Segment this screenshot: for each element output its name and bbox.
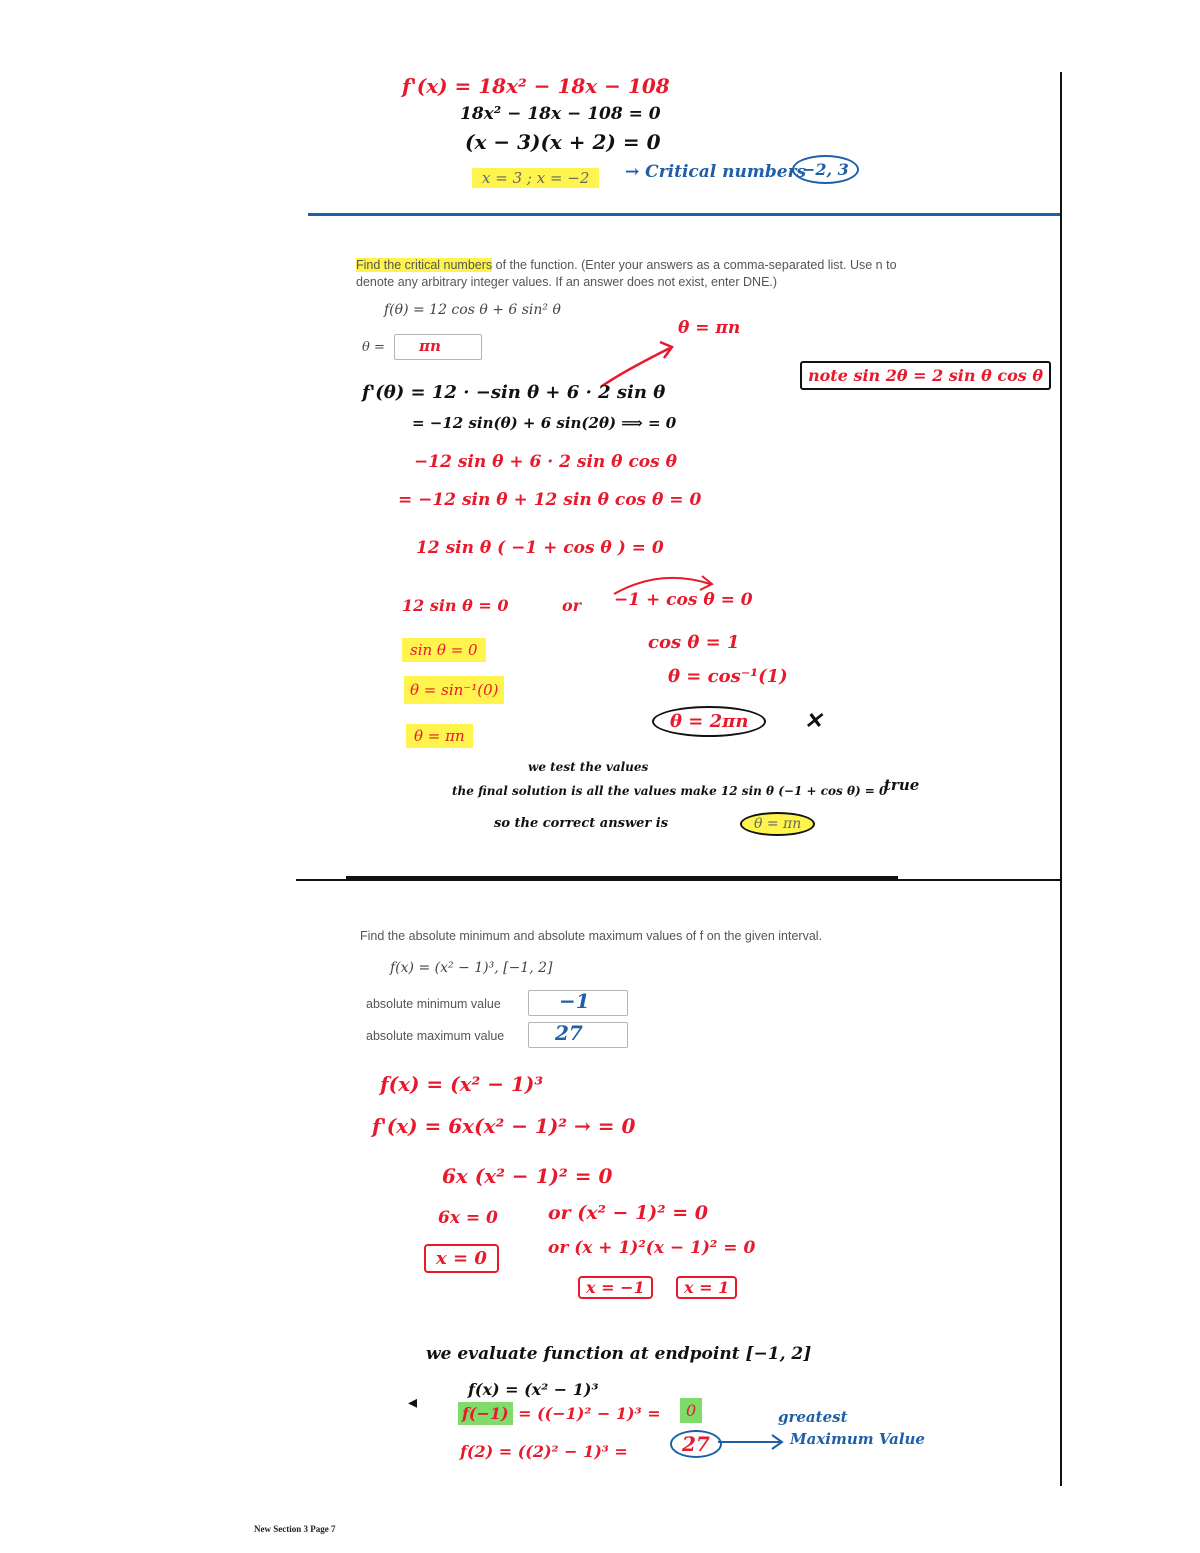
final-true: true — [884, 776, 920, 794]
test-line: we test the values — [528, 760, 649, 774]
theta-derivative: f'(θ) = 12 · −sin θ + 6 · 2 sin θ — [362, 382, 666, 403]
section-divider-2-thick — [346, 876, 898, 879]
fneg1-highlight: f(−1) — [458, 1402, 513, 1425]
or-label: or — [562, 596, 582, 615]
factored-line: (x − 3)(x + 2) = 0 — [465, 130, 661, 154]
extrema-root-xneg1: x = −1 — [578, 1276, 653, 1299]
min-label: absolute minimum value — [366, 997, 501, 1011]
margin-arrow: ◂ — [408, 1392, 418, 1413]
min-input[interactable] — [528, 990, 628, 1016]
right-case-1: −1 + cos θ = 0 — [614, 590, 753, 610]
max-label: absolute maximum value — [366, 1029, 505, 1043]
left-case-2: sin θ = 0 — [402, 638, 486, 662]
extrema-step-1: f(x) = (x² − 1)³ — [380, 1072, 544, 1096]
evaluate-function: f(x) = (x² − 1)³ — [468, 1380, 599, 1399]
extrema-function: f(x) = (x² − 1)³, [−1, 2] — [390, 960, 553, 976]
fneg1-value: 0 — [680, 1398, 702, 1423]
f2-value: 27 — [670, 1430, 722, 1458]
answer-label: θ = — [362, 340, 385, 355]
conclusion-value: θ = πn — [740, 812, 815, 836]
critical-numbers-circled: −2, 3 — [792, 155, 859, 184]
extrema-root-x0: x = 0 — [424, 1244, 499, 1273]
extrema-step-2: f'(x) = 6x(x² − 1)² → = 0 — [372, 1114, 636, 1138]
theta-function: f(θ) = 12 cos θ + 6 sin² θ — [384, 302, 561, 318]
left-case-3: θ = sin⁻¹(0) — [404, 676, 504, 704]
roots-highlight: x = 3 ; x = −2 — [472, 168, 599, 188]
cross-mark: ✕ — [804, 708, 823, 734]
answer-input[interactable] — [394, 334, 482, 360]
evaluate-line: we evaluate function at endpoint [−1, 2] — [426, 1344, 812, 1364]
problem-prompt-abs-extrema: Find the absolute minimum and absolute maximum values of f on the given interval. — [360, 929, 823, 943]
extrema-root-x1: x = 1 — [676, 1276, 737, 1299]
max-input[interactable] — [528, 1022, 628, 1048]
extrema-step-5: or (x² − 1)² = 0 — [548, 1202, 708, 1224]
fneg1-expression: = ((−1)² − 1)³ = — [512, 1404, 661, 1423]
final-solution-line: the final solution is all the values make 12 sin θ (−1 + cos θ) = 0 — [452, 784, 888, 798]
extrema-step-4: 6x = 0 — [438, 1208, 498, 1228]
swap-arrow — [610, 568, 720, 598]
max-arrow — [716, 1430, 788, 1454]
extrema-step-3: 6x (x² − 1)² = 0 — [442, 1164, 613, 1188]
equation-line: 18x² − 18x − 108 = 0 — [460, 104, 661, 124]
maximum-value-note: Maximum Value — [790, 1430, 925, 1448]
right-case-3: θ = cos⁻¹(1) — [668, 666, 788, 687]
left-case-4: θ = πn — [406, 724, 473, 748]
extrema-step-7: or (x + 1)²(x − 1)² = 0 — [548, 1238, 756, 1258]
left-case-1: 12 sin θ = 0 — [402, 596, 509, 615]
page-footer: New Section 3 Page 7 — [254, 1524, 336, 1534]
theta-step-4: = −12 sin θ + 12 sin θ cos θ = 0 — [398, 490, 702, 510]
page-right-border — [1060, 72, 1062, 1486]
prompt-text: of the function. (Enter your answers as a comma-separated list. Use n to denote any arbitrary integer values. If an answer does not exist, enter DNE.) — [356, 258, 897, 289]
conclusion-line: so the correct answer is — [494, 816, 669, 831]
greatest-label: greatest — [778, 1408, 848, 1426]
evaluate-f2-row: f(2) = ((2)² − 1)³ = — [460, 1442, 628, 1461]
section-divider-2 — [296, 879, 1060, 881]
evaluate-fneg1-row — [458, 1404, 661, 1423]
answer-value: πn — [419, 337, 441, 355]
derivative-line: f'(x) = 18x² − 18x − 108 — [402, 74, 670, 98]
right-case-2: cos θ = 1 — [648, 632, 740, 653]
theta-step-3: −12 sin θ + 6 · 2 sin θ cos θ — [414, 452, 677, 472]
section-divider-1 — [308, 213, 1060, 216]
max-value: 27 — [555, 1021, 583, 1045]
identity-note: note sin 2θ = 2 sin θ cos θ — [800, 361, 1051, 390]
problem-prompt-critical-numbers — [356, 257, 916, 291]
theta-step-5: 12 sin θ ( −1 + cos θ ) = 0 — [416, 538, 664, 558]
critical-numbers-label: → Critical numbers — [625, 162, 807, 182]
theta-step-2: = −12 sin(θ) + 6 sin(2θ) ⟹ = 0 — [412, 414, 677, 432]
callout-arrow — [596, 330, 686, 390]
min-value: −1 — [559, 989, 590, 1013]
right-case-4: θ = 2πn — [652, 706, 766, 737]
theta-callout: θ = πn — [678, 318, 741, 338]
prompt-highlight: Find the critical numbers — [356, 258, 493, 272]
